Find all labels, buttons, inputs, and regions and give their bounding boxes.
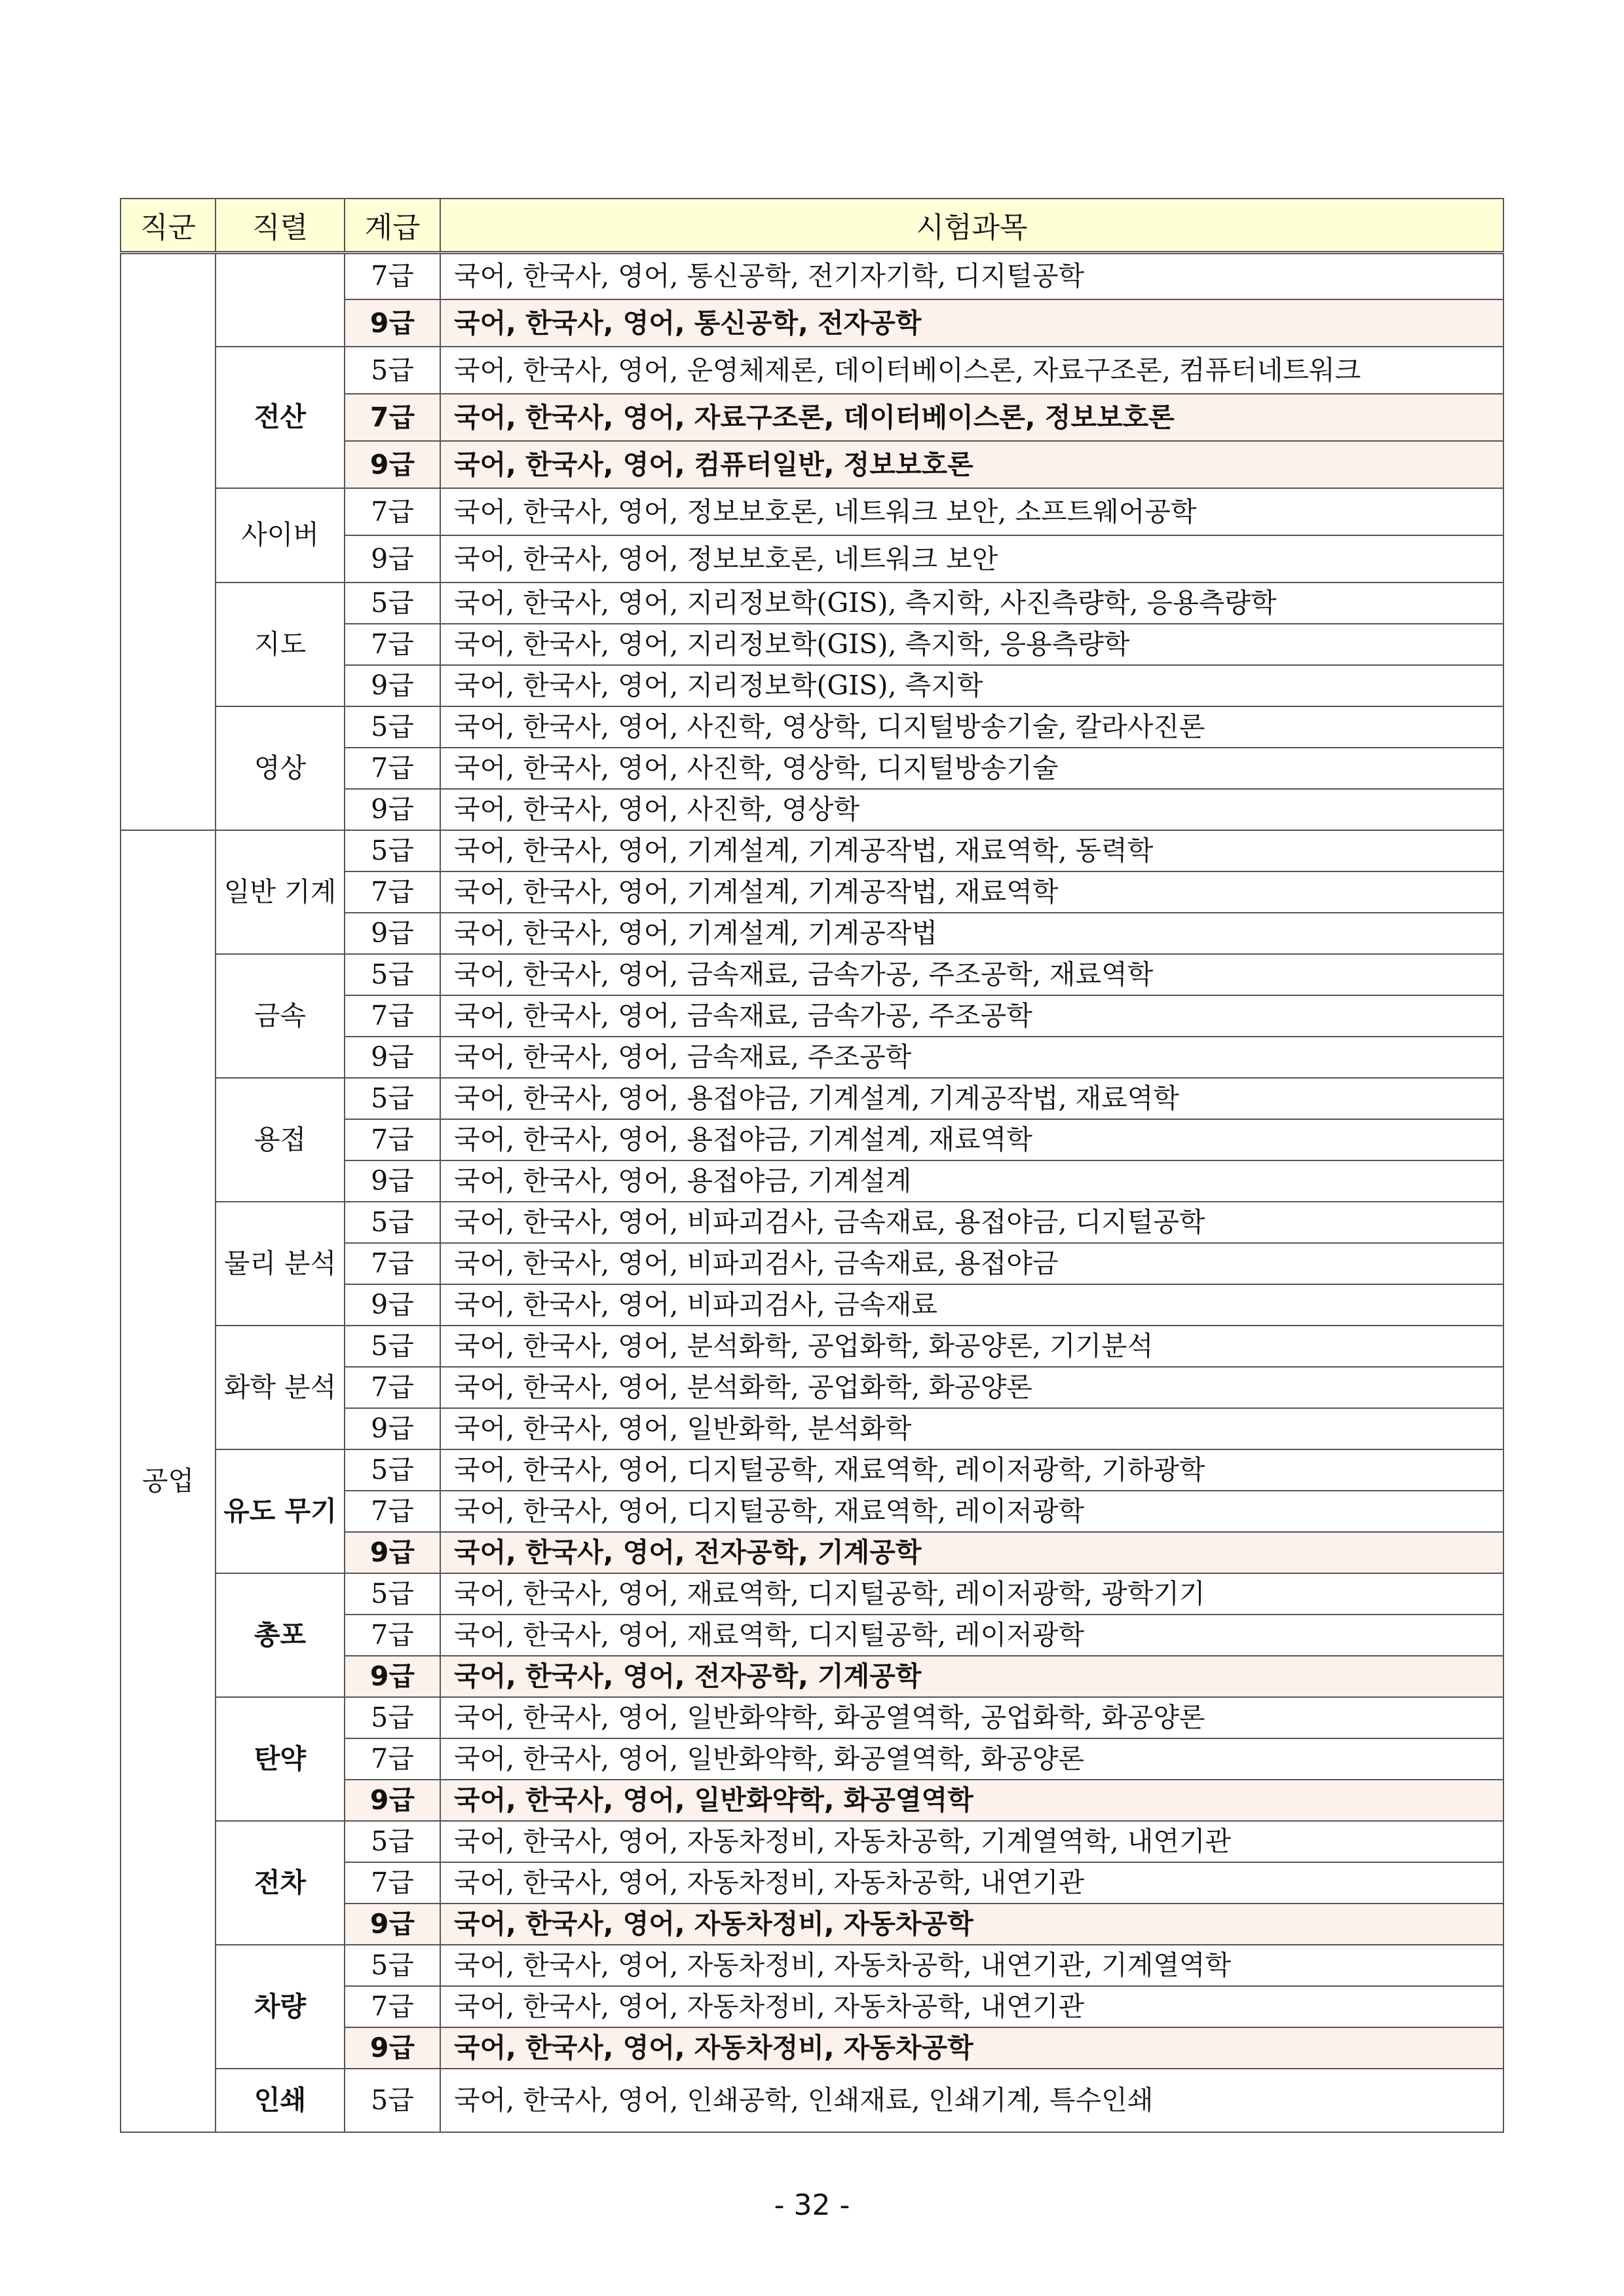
exam-subjects-table xyxy=(120,198,1504,2133)
subjects-cell: 국어, 한국사, 영어, 자동차정비, 자동차공학, 내연기관, 기계열역학 xyxy=(440,1945,1503,1986)
grade-cell: 7급 xyxy=(345,1738,440,1780)
subjects-cell: 국어, 한국사, 영어, 사진학, 영상학, 디지털방송기술, 칼라사진론 xyxy=(440,706,1503,748)
subjects-cell: 국어, 한국사, 영어, 재료역학, 디지털공학, 레이저광학, 광학기기 xyxy=(440,1573,1503,1615)
grade-cell: 5급 xyxy=(345,1449,440,1491)
grade-cell: 9급 xyxy=(345,441,440,488)
subjects-cell: 국어, 한국사, 영어, 기계설계, 기계공작법 xyxy=(440,913,1503,954)
job-series-cell: 지도 xyxy=(216,583,345,706)
grade-cell: 5급 xyxy=(345,706,440,748)
job-series-cell: 물리 분석 xyxy=(216,1202,345,1326)
grade-cell: 7급 xyxy=(345,1243,440,1284)
grade-cell: 9급 xyxy=(345,789,440,830)
grade-cell: 9급 xyxy=(345,1284,440,1326)
job-group-cell xyxy=(121,252,216,830)
subjects-cell: 국어, 한국사, 영어, 일반화약학, 화공열역학, 화공양론 xyxy=(440,1738,1503,1780)
job-series-cell: 총포 xyxy=(216,1573,345,1697)
grade-cell: 9급 xyxy=(345,535,440,583)
subjects-cell: 국어, 한국사, 영어, 통신공학, 전기자기학, 디지털공학 xyxy=(440,252,1503,299)
grade-cell: 5급 xyxy=(345,1573,440,1615)
grade-cell: 7급 xyxy=(345,1615,440,1656)
page-number: - 32 - xyxy=(774,2189,850,2222)
subjects-cell: 국어, 한국사, 영어, 사진학, 영상학 xyxy=(440,789,1503,830)
job-series-cell: 영상 xyxy=(216,706,345,830)
grade-cell: 9급 xyxy=(345,1904,440,1945)
job-series-cell: 차량 xyxy=(216,1945,345,2069)
subjects-cell: 국어, 한국사, 영어, 일반화약학, 화공열역학 xyxy=(440,1780,1503,1821)
subjects-cell: 국어, 한국사, 영어, 전자공학, 기계공학 xyxy=(440,1656,1503,1697)
grade-cell: 5급 xyxy=(345,830,440,871)
subjects-cell: 국어, 한국사, 영어, 일반화학, 분석화학 xyxy=(440,1408,1503,1449)
job-series-cell: 유도 무기 xyxy=(216,1449,345,1573)
table-row xyxy=(121,2069,1503,2132)
grade-cell: 7급 xyxy=(345,488,440,535)
subjects-cell: 국어, 한국사, 영어, 컴퓨터일반, 정보보호론 xyxy=(440,441,1503,488)
subjects-cell: 국어, 한국사, 영어, 금속재료, 금속가공, 주조공학, 재료역학 xyxy=(440,954,1503,995)
subjects-cell: 국어, 한국사, 영어, 인쇄공학, 인쇄재료, 인쇄기계, 특수인쇄 xyxy=(440,2069,1503,2132)
table-row xyxy=(121,583,1503,624)
grade-cell: 5급 xyxy=(345,583,440,624)
subjects-cell: 국어, 한국사, 영어, 기계설계, 기계공작법, 재료역학 xyxy=(440,871,1503,913)
subjects-cell: 국어, 한국사, 영어, 자동차정비, 자동차공학, 내연기관 xyxy=(440,1986,1503,2027)
subjects-cell: 국어, 한국사, 영어, 비파괴검사, 금속재료, 용접야금, 디지털공학 xyxy=(440,1202,1503,1243)
subjects-cell: 국어, 한국사, 영어, 일반화약학, 화공열역학, 공업화학, 화공양론 xyxy=(440,1697,1503,1738)
table-row xyxy=(121,252,1503,299)
subjects-cell: 국어, 한국사, 영어, 용접야금, 기계설계, 기계공작법, 재료역학 xyxy=(440,1078,1503,1119)
table-row xyxy=(121,1202,1503,1243)
grade-cell: 7급 xyxy=(345,1986,440,2027)
grade-cell: 9급 xyxy=(345,1656,440,1697)
grade-cell: 5급 xyxy=(345,1326,440,1367)
subjects-cell: 국어, 한국사, 영어, 자료구조론, 데이터베이스론, 정보보호론 xyxy=(440,394,1503,441)
table-row xyxy=(121,1945,1503,1986)
grade-cell: 7급 xyxy=(345,1367,440,1408)
header-job-series: 직렬 xyxy=(216,199,345,252)
grade-cell: 9급 xyxy=(345,1532,440,1573)
grade-cell: 9급 xyxy=(345,1780,440,1821)
table-row xyxy=(121,1821,1503,1862)
subjects-cell: 국어, 한국사, 영어, 재료역학, 디지털공학, 레이저광학 xyxy=(440,1615,1503,1656)
grade-cell: 7급 xyxy=(345,1862,440,1904)
table-header-row xyxy=(121,199,1503,252)
subjects-cell: 국어, 한국사, 영어, 용접야금, 기계설계 xyxy=(440,1160,1503,1202)
header-exam-subjects: 시험과목 xyxy=(440,199,1503,252)
job-series-cell: 전차 xyxy=(216,1821,345,1945)
subjects-cell: 국어, 한국사, 영어, 자동차정비, 자동차공학, 내연기관 xyxy=(440,1862,1503,1904)
grade-cell: 5급 xyxy=(345,2069,440,2132)
subjects-cell: 국어, 한국사, 영어, 정보보호론, 네트워크 보안 xyxy=(440,535,1503,583)
table-row xyxy=(121,706,1503,748)
subjects-cell: 국어, 한국사, 영어, 자동차정비, 자동차공학 xyxy=(440,1904,1503,1945)
job-series-cell: 화학 분석 xyxy=(216,1326,345,1449)
subjects-cell: 국어, 한국사, 영어, 자동차정비, 자동차공학 xyxy=(440,2027,1503,2069)
subjects-cell: 국어, 한국사, 영어, 정보보호론, 네트워크 보안, 소프트웨어공학 xyxy=(440,488,1503,535)
job-series-cell: 사이버 xyxy=(216,488,345,583)
job-group-cell: 공업 xyxy=(121,830,216,2132)
subjects-cell: 국어, 한국사, 영어, 사진학, 영상학, 디지털방송기술 xyxy=(440,748,1503,789)
subjects-cell: 국어, 한국사, 영어, 운영체제론, 데이터베이스론, 자료구조론, 컴퓨터네트워크 xyxy=(440,347,1503,394)
grade-cell: 5급 xyxy=(345,1078,440,1119)
subjects-cell: 국어, 한국사, 영어, 지리정보학(GIS), 측지학, 사진측량학, 응용측량학 xyxy=(440,583,1503,624)
subjects-cell: 국어, 한국사, 영어, 전자공학, 기계공학 xyxy=(440,1532,1503,1573)
subjects-cell: 국어, 한국사, 영어, 지리정보학(GIS), 측지학 xyxy=(440,665,1503,706)
subjects-cell: 국어, 한국사, 영어, 금속재료, 주조공학 xyxy=(440,1037,1503,1078)
job-series-cell: 일반 기계 xyxy=(216,830,345,954)
grade-cell: 9급 xyxy=(345,665,440,706)
grade-cell: 9급 xyxy=(345,1160,440,1202)
job-series-cell: 탄약 xyxy=(216,1697,345,1821)
subjects-cell: 국어, 한국사, 영어, 비파괴검사, 금속재료, 용접야금 xyxy=(440,1243,1503,1284)
subjects-cell: 국어, 한국사, 영어, 지리정보학(GIS), 측지학, 응용측량학 xyxy=(440,624,1503,665)
grade-cell: 7급 xyxy=(345,252,440,299)
job-series-cell: 금속 xyxy=(216,954,345,1078)
subjects-cell: 국어, 한국사, 영어, 분석화학, 공업화학, 화공양론, 기기분석 xyxy=(440,1326,1503,1367)
grade-cell: 5급 xyxy=(345,1202,440,1243)
grade-cell: 5급 xyxy=(345,1697,440,1738)
grade-cell: 7급 xyxy=(345,1119,440,1160)
job-series-cell xyxy=(216,252,345,347)
header-job-group: 직군 xyxy=(121,199,216,252)
header-grade: 계급 xyxy=(345,199,440,252)
table-row xyxy=(121,1573,1503,1615)
subjects-cell: 국어, 한국사, 영어, 기계설계, 기계공작법, 재료역학, 동력학 xyxy=(440,830,1503,871)
grade-cell: 7급 xyxy=(345,871,440,913)
grade-cell: 5급 xyxy=(345,347,440,394)
job-series-cell: 용접 xyxy=(216,1078,345,1202)
grade-cell: 9급 xyxy=(345,2027,440,2069)
job-series-cell: 인쇄 xyxy=(216,2069,345,2132)
table-row xyxy=(121,1326,1503,1367)
table-row xyxy=(121,1697,1503,1738)
job-series-cell: 전산 xyxy=(216,347,345,488)
grade-cell: 5급 xyxy=(345,1821,440,1862)
subjects-cell: 국어, 한국사, 영어, 통신공학, 전자공학 xyxy=(440,299,1503,347)
subjects-cell: 국어, 한국사, 영어, 디지털공학, 재료역학, 레이저광학 xyxy=(440,1491,1503,1532)
table-row xyxy=(121,1449,1503,1491)
grade-cell: 9급 xyxy=(345,913,440,954)
grade-cell: 9급 xyxy=(345,1037,440,1078)
subjects-cell: 국어, 한국사, 영어, 용접야금, 기계설계, 재료역학 xyxy=(440,1119,1503,1160)
grade-cell: 9급 xyxy=(345,1408,440,1449)
grade-cell: 7급 xyxy=(345,995,440,1037)
table-row xyxy=(121,830,1503,871)
grade-cell: 9급 xyxy=(345,299,440,347)
grade-cell: 5급 xyxy=(345,1945,440,1986)
grade-cell: 7급 xyxy=(345,624,440,665)
subjects-cell: 국어, 한국사, 영어, 디지털공학, 재료역학, 레이저광학, 기하광학 xyxy=(440,1449,1503,1491)
subjects-cell: 국어, 한국사, 영어, 자동차정비, 자동차공학, 기계열역학, 내연기관 xyxy=(440,1821,1503,1862)
grade-cell: 7급 xyxy=(345,748,440,789)
grade-cell: 7급 xyxy=(345,1491,440,1532)
subjects-cell: 국어, 한국사, 영어, 비파괴검사, 금속재료 xyxy=(440,1284,1503,1326)
table-row xyxy=(121,954,1503,995)
grade-cell: 7급 xyxy=(345,394,440,441)
subjects-cell: 국어, 한국사, 영어, 분석화학, 공업화학, 화공양론 xyxy=(440,1367,1503,1408)
table-row xyxy=(121,347,1503,394)
table-row xyxy=(121,488,1503,535)
grade-cell: 5급 xyxy=(345,954,440,995)
table-row xyxy=(121,1078,1503,1119)
subjects-cell: 국어, 한국사, 영어, 금속재료, 금속가공, 주조공학 xyxy=(440,995,1503,1037)
